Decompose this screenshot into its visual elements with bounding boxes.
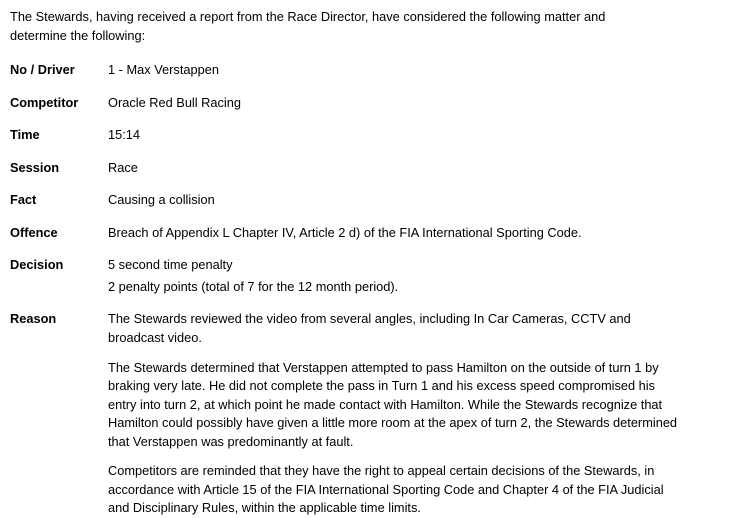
field-label-decision: Decision — [10, 257, 64, 273]
field-label-competitor: Competitor — [10, 94, 79, 110]
field-value-fact-line: Causing a collision — [108, 192, 215, 208]
field-value-decision — [108, 256, 717, 296]
intro-paragraph: The Stewards, having received a report from the Race Director, have considered the following matter and determine the following: — [10, 9, 606, 43]
field-value-reason — [108, 310, 717, 517]
field-value-decision-line-1: 5 second time penalty — [108, 257, 233, 273]
field-value-time — [108, 126, 717, 145]
fields-list — [10, 61, 717, 518]
field-row-competitor — [10, 94, 717, 113]
reason-paragraph-2: The Stewards determined that Verstappen attempted to pass Hamilton on the outside of turn 1 by braking very late. He did not complete the pass in Turn 1 and his excess speed compromised his entry into turn 2, at which point he made contact with Hamilton. While the Stewards recognize that Hamilton could possibly have given a little more room at the apex of turn 2, the Stewards determined that Verstappen was predominantly at fault. — [108, 359, 678, 449]
field-label-fact: Fact — [10, 192, 37, 208]
field-row-reason — [10, 310, 717, 517]
field-value-driver — [108, 61, 717, 80]
field-value-offence — [108, 224, 717, 243]
reason-paragraph-3: Competitors are reminded that they have the right to appeal certain decisions of the Stewards, in accordance with Article 15 of the FIA International Sporting Code and Chapter 4 of the FIA Judicial and Disciplinary Rules, within the applicable time limits. — [108, 463, 664, 516]
field-value-decision-line-2: 2 penalty points (total of 7 for the 12 month period). — [108, 278, 399, 294]
field-row-decision — [10, 256, 717, 296]
field-label-time: Time — [10, 127, 40, 143]
field-value-fact — [108, 191, 717, 210]
field-label-reason: Reason — [10, 311, 57, 327]
field-label-session: Session — [10, 159, 60, 175]
field-label-driver: No / Driver — [10, 62, 75, 78]
field-row-fact — [10, 191, 717, 210]
field-label-offence: Offence — [10, 224, 58, 240]
field-value-time-line: 15:14 — [108, 127, 141, 143]
field-row-session — [10, 159, 717, 178]
field-value-session-line: Race — [108, 159, 138, 175]
field-value-driver-line: 1 - Max Verstappen — [108, 62, 219, 78]
field-row-driver — [10, 61, 717, 80]
field-value-offence-line: Breach of Appendix L Chapter IV, Article 2 d) of the FIA International Sporting Code. — [108, 224, 582, 240]
field-row-offence — [10, 224, 717, 243]
field-value-session — [108, 159, 717, 178]
field-row-time — [10, 126, 717, 145]
field-value-competitor — [108, 94, 717, 113]
field-value-competitor-line: Oracle Red Bull Racing — [108, 94, 242, 110]
reason-paragraph-1: The Stewards reviewed the video from several angles, including In Car Cameras, CCTV and broadcast video. — [108, 311, 631, 346]
